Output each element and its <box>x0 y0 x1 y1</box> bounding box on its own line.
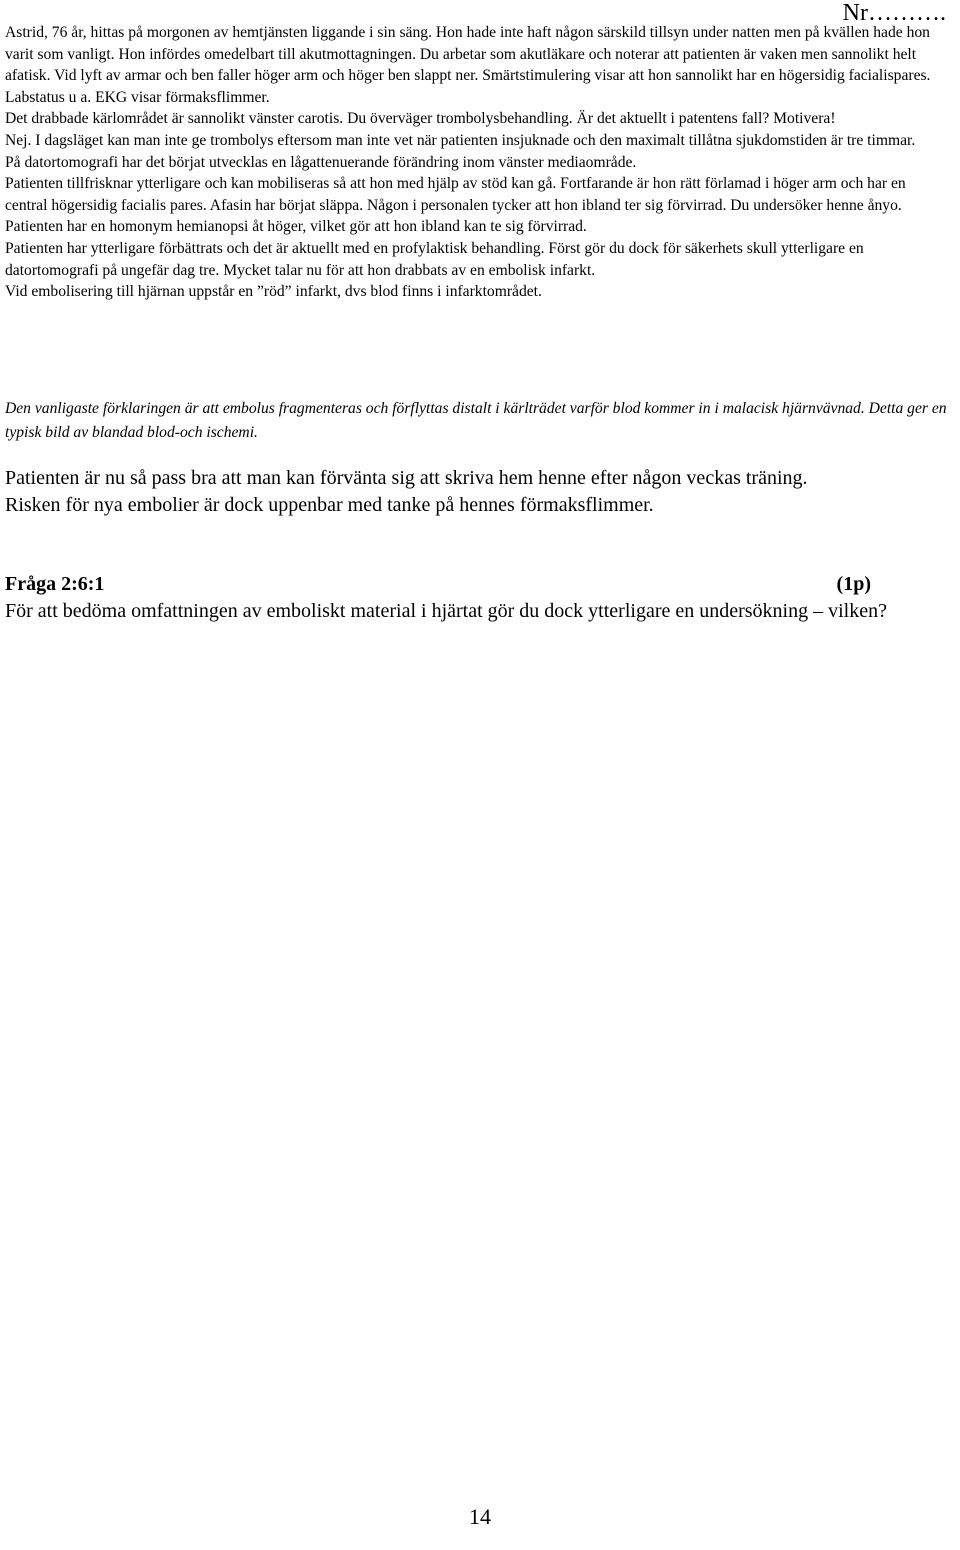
question-header <box>5 571 871 598</box>
case-paragraph: Patienten har ytterligare förbättrats och det är aktuellt med en profylaktisk behandling. Först gör du dock för säkerhets skull ytterligare en datortomografi på ungefär dag tre. Mycket talar nu för att hon drabbats av en embolisk infarkt. <box>5 239 864 279</box>
question-title: Fråga 2:6:1 <box>5 573 105 595</box>
italic-explanation: Den vanligaste förklaringen är att embolus fragmenteras och förflyttas distalt i kärlträdet varför blod kommer in i malacisk hjärnvävnad. Detta ger en typisk bild av blandad blod-och ischemi. <box>5 400 947 441</box>
case-paragraph: Det drabbade kärlområdet är sannolikt vänster carotis. Du överväger trombolysbehandling. Är det aktuellt i patentens fall? Motivera! <box>5 110 836 128</box>
question-points: (1p) <box>836 573 871 595</box>
case-paragraph: Nej. I dagsläget kan man inte ge trombolys eftersom man inte vet när patienten insjuknade och den maximalt tillåtna sjukdomstiden är tre timmar. <box>5 131 916 149</box>
page-number-field: Nr………. <box>842 0 946 26</box>
case-paragraph: På datortomografi har det börjat utvecklas en lågattenuerande förändring inom vänster mediaområde. <box>5 153 637 171</box>
status-summary <box>5 465 950 519</box>
question-text: För att bedöma omfattningen av emboliskt material i hjärtat gör du dock ytterligare en undersökning – vilken? <box>5 600 887 622</box>
summary-paragraph: Risken för nya embolier är dock uppenbar med tanke på hennes förmaksflimmer. <box>5 494 654 516</box>
page-footer-number: 14 <box>469 1504 491 1529</box>
summary-paragraph: Patienten är nu så pass bra att man kan förvänta sig att skriva hem henne efter någon veckas träning. <box>5 467 808 489</box>
case-paragraph: Astrid, 76 år, hittas på morgonen av hemtjänsten liggande i sin säng. Hon hade inte haft någon särskild tillsyn under natten men på kvällen hade hon varit som vanligt. Hon infördes omedelbart till akutmottagningen. Du arbetar som akutläkare och noterar att patienten är vaken men sannolikt helt afatisk. Vid lyft av armar och ben faller höger arm och höger ben slappt ner. Smärtstimulering visar att hon sannolikt har en högersidig facialispares. Labstatus u a. EKG visar förmaksflimmer. <box>5 24 931 106</box>
case-paragraph: Patienten tillfrisknar ytterligare och kan mobiliseras så att hon med hjälp av stöd kan gå. Fortfarande är hon rätt förlamad i höger arm och har en central högersidig facialis pares. Afasin har börjat släppa. Någon i personalen tycker att hon ibland ter sig förvirrad. Du undersöker henne ånyo. <box>5 175 906 214</box>
case-paragraph: Patienten har en homonym hemianopsi åt höger, vilket gör att hon ibland kan te sig förvirrad. <box>5 218 587 236</box>
case-paragraph: Vid embolisering till hjärnan uppstår en ”röd” infarkt, dvs blod finns i infarktområdet. <box>5 283 542 301</box>
case-description <box>5 22 950 303</box>
